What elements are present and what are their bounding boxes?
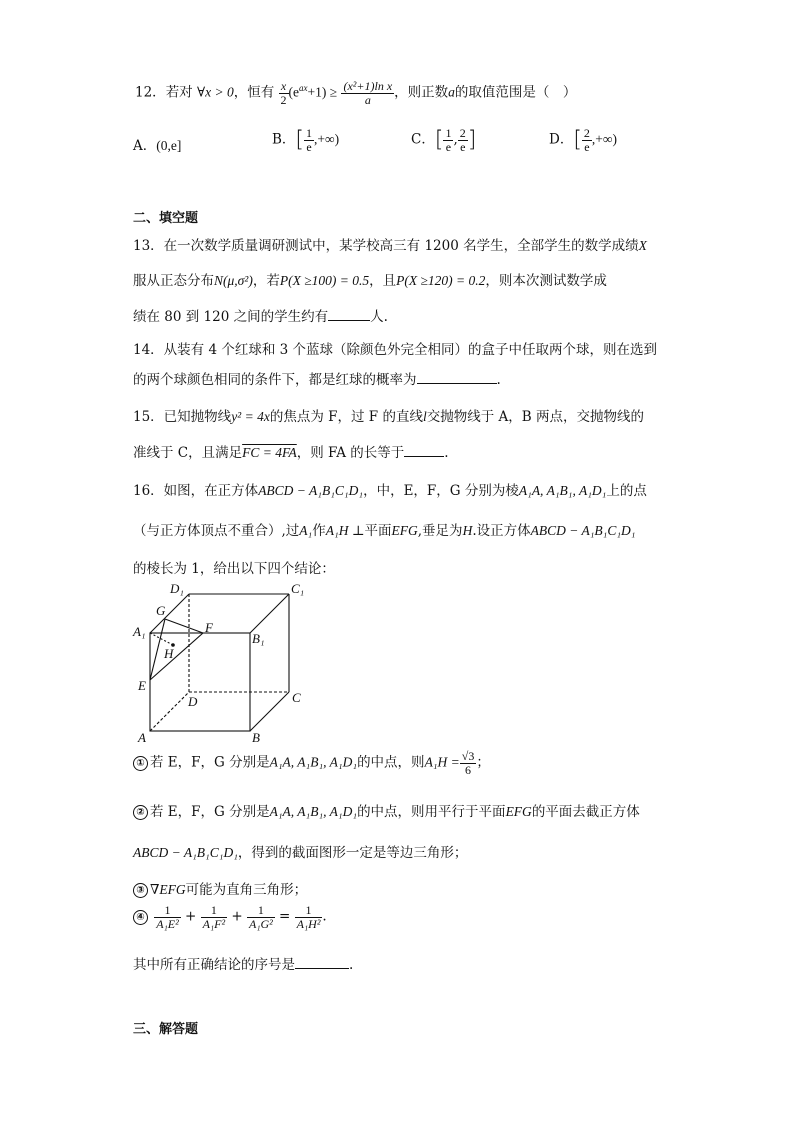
label-D: D xyxy=(188,694,198,709)
q13-answer-blank[interactable] xyxy=(328,308,370,321)
cube-figure xyxy=(130,580,310,750)
q12-option-b[interactable]: B．[ $\frac{1}{e}$ ,+∞) xyxy=(272,126,340,154)
q12-forall: ∀x > 0 xyxy=(196,84,234,100)
segment-GF xyxy=(165,619,203,633)
section-solve-title: 三、解答题 xyxy=(133,1022,199,1037)
q16-line3: 的棱长为 1，给出以下四个结论： xyxy=(133,561,335,577)
segment-EG xyxy=(150,619,165,680)
q13-line1: 13．在一次数学质量调研测试中，某学校高三有 1200 名学生，全部学生的数学成绩X xyxy=(133,238,647,254)
q15-vector-equation: FC = 4FA xyxy=(242,445,297,460)
q12-option-c[interactable]: C．[ $\frac{1}{e}$ , $\frac{2}{e}$ ] xyxy=(411,126,477,154)
label-F: F xyxy=(205,620,213,635)
q16-conclusion-3: ③ ∇EFG可能为直角三角形； xyxy=(133,878,307,898)
q12-option-a[interactable]: A．(0,e] xyxy=(133,138,182,154)
q14-answer-blank[interactable] xyxy=(417,371,497,384)
q14-line2: 的两个球颜色相同的条件下，都是红球的概率为 . xyxy=(133,372,501,388)
q15-line2: 准线于 C，且满足FC = 4FA，则 FA 的长等于 . xyxy=(133,445,449,461)
q12-stem: 12．若对 ∀x > 0，恒有 $\frac{x}{2}$ $(e^{ax}+1)$ ≥ $\frac{\text{(x²+1)ln x}}{a}$ ，则正数a的取值范围是（ ） xyxy=(135,79,577,107)
q16-line1: 16．如图，在正方体ABCD − A₁B₁C₁D₁，中，E，F，G 分别为棱A₁A, A₁B₁, A₁D₁上的点 xyxy=(133,483,647,499)
q12-lhs-fraction: $\frac{x}{2}$ xyxy=(280,79,287,107)
segment-EF xyxy=(150,633,203,680)
q14-line1: 14．从装有 4 个红球和 3 个蓝球（除颜色外完全相同）的盒子中任取两个球，则在选到 xyxy=(133,342,658,358)
q15-line1: 15．已知抛物线y² = 4x的焦点为 F，过 F 的直线l交抛物线于 A，B 两点，交抛物线的 xyxy=(133,409,644,425)
q12-option-d[interactable]: D．[ $\frac{2}{e}$ ,+∞) xyxy=(549,126,618,154)
label-B1: B₁ xyxy=(252,631,265,646)
label-C: C xyxy=(292,690,301,705)
q15-answer-blank[interactable] xyxy=(404,444,444,457)
label-A1: A₁ xyxy=(133,624,146,639)
label-H: H xyxy=(164,646,174,661)
q16-conclusion-2: ② 若 E，F，G 分别是A₁A, A₁B₁, A₁D₁的中点，则用平行于平面EFG的平面去截正方体 xyxy=(133,800,640,820)
q16-answer-blank[interactable] xyxy=(295,956,349,969)
label-B: B xyxy=(252,730,260,745)
q16-conclusion-1: ① 若 E，F，G 分别是A₁A, A₁B₁, A₁D₁的中点，则A₁H = $\frac{√3}{6}$ ； xyxy=(133,750,490,776)
q16-conclusion-2-cont: ABCD − A₁B₁C₁D₁，得到的截面图形一定是等边三角形； xyxy=(133,845,468,861)
q13-line3: 绩在 80 到 120 之间的学生约有 人. xyxy=(133,309,388,325)
label-G: G xyxy=(156,603,166,618)
label-D1: D₁ xyxy=(170,581,184,596)
label-A: A xyxy=(138,730,146,745)
q16-answer-line: 其中所有正确结论的序号是 . xyxy=(133,957,354,973)
section-fill-in-title: 二、填空题 xyxy=(133,211,199,226)
q16-conclusion-4: ④ $\frac{1}{\text{A₁E²}}$ + $\frac{1}{\text{A₁F²}}$ + $\frac{1}{\text{A₁G²}}$ = $\frac{1}{\text{A₁H²}}$ . xyxy=(133,904,327,930)
q12-number: 12． xyxy=(135,84,166,101)
label-C1: C₁ xyxy=(291,581,305,596)
q13-line2: 服从正态分布N(μ,σ²)，若P(X ≥100) = 0.5，且P(X ≥120) = 0.2，则本次测试数学成 xyxy=(133,273,607,289)
q12-rhs-fraction: $\frac{\text{(x²+1)ln x}}{a}$ xyxy=(343,79,393,107)
q16-line2: （与正方体顶点不重合）,过A₁作A₁H ⊥平面EFG,垂足为H.设正方体ABCD − A₁B₁C₁D₁ xyxy=(133,523,636,539)
label-E: E xyxy=(138,678,146,693)
